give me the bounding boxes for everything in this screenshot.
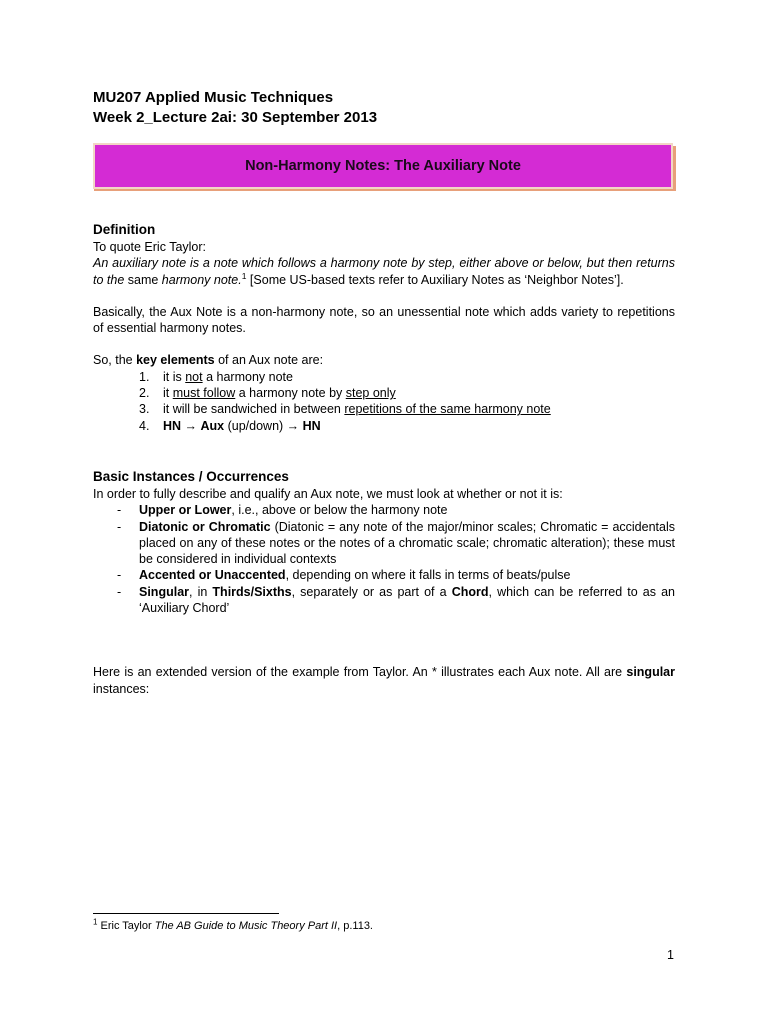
list-text: it — [163, 386, 173, 401]
list-bold: Chord — [451, 584, 489, 599]
quote-period: . — [238, 272, 242, 287]
footnote-divider — [93, 913, 279, 914]
list-text: it will be sandwiched in between — [163, 402, 345, 417]
key-elements-intro — [93, 352, 675, 368]
list-text: , which can be referred to as an ‘Auxiliary Chord’ — [139, 584, 675, 616]
title-banner — [93, 143, 675, 193]
example-paragraph — [93, 664, 675, 697]
list-text: , i.e., above or below the harmony note — [231, 503, 448, 518]
list-bold: Thirds/Sixths — [212, 584, 292, 599]
dash-mark: - — [117, 519, 122, 534]
definition-para2: Basically, the Aux Note is a non-harmony note, so an unessential note which adds variety to repetitions of essential harmony notes. — [93, 304, 675, 336]
page-number: 1 — [667, 948, 674, 962]
list-text: a harmony note by — [235, 386, 346, 401]
list-item — [139, 385, 675, 401]
footnote-page: , p.113. — [337, 920, 373, 932]
example-bold: singular — [626, 665, 675, 680]
list-underline: step only — [345, 386, 396, 401]
list-underline: repetitions of the same harmony note — [344, 402, 551, 417]
list-bold: Accented or Unaccented — [139, 568, 286, 583]
list-num: 4. — [139, 418, 150, 433]
course-title: MU207 Applied Music Techniques — [93, 89, 334, 106]
list-num: 1. — [139, 369, 150, 384]
list-text: it is — [163, 369, 186, 384]
quote-italic: An auxiliary note is a note which follows a harmony note by step, either above or below, but then returns to the — [93, 256, 675, 287]
dash-mark: - — [117, 568, 122, 583]
list-text: (Diatonic = any note of the major/minor scales; Chromatic = accidentals placed on any of these notes or the notes of a chromatic scale; chromatic alteration); these must be considered in individual contexts — [139, 519, 675, 567]
list-bold: Aux — [200, 418, 225, 433]
dash-mark: - — [117, 584, 122, 599]
list-text: (up/down) — [224, 418, 287, 433]
list-text: , separately or as part of a — [291, 584, 452, 599]
list-bold: HN — [302, 418, 321, 433]
example-tail: instances: — [93, 681, 150, 696]
footnote-number: 1 — [93, 917, 98, 927]
definition-intro: To quote Eric Taylor: — [93, 240, 207, 254]
key-elements-list — [93, 369, 675, 434]
list-bold: Diatonic or Chromatic — [139, 519, 271, 534]
banner-title: Non-Harmony Notes: The Auxiliary Note — [93, 143, 673, 189]
quote-tail: [Some US-based texts refer to Auxiliary Notes as ‘Neighbor Notes’]. — [246, 272, 624, 287]
list-text: , depending on where it falls in terms of beats/pulse — [285, 568, 571, 583]
instances-intro: In order to fully describe and qualify an Aux note, we must look at whether or not it is: — [93, 486, 563, 501]
example-text: Here is an extended version of the example from Taylor. An * illustrates each Aux note. All are — [93, 665, 627, 680]
definition-quote — [93, 255, 675, 288]
footnote-author: Eric Taylor — [97, 920, 155, 932]
key-pre: So, the — [93, 353, 137, 368]
list-underline: not — [185, 369, 203, 384]
list-item — [117, 502, 675, 518]
list-item — [117, 584, 675, 617]
list-num: 3. — [139, 402, 150, 417]
list-text: a harmony note — [202, 369, 293, 384]
list-item — [117, 519, 675, 568]
dash-mark: - — [117, 503, 122, 518]
footnote-ref: 1 — [241, 270, 247, 281]
arrow-icon: → — [181, 418, 201, 433]
list-item — [139, 369, 675, 385]
key-bold: key elements — [136, 353, 215, 368]
lecture-title: Week 2_Lecture 2ai: 30 September 2013 — [93, 109, 378, 126]
list-num: 2. — [139, 386, 150, 401]
quote-italic-2: harmony note — [161, 272, 239, 287]
quote-plain: same — [124, 272, 162, 287]
footnote — [93, 917, 373, 932]
document-page — [93, 88, 675, 697]
list-text: , in — [189, 584, 213, 599]
instances-heading: Basic Instances / Occurrences — [93, 468, 289, 484]
list-item — [139, 418, 675, 434]
list-underline: must follow — [172, 386, 236, 401]
footnote-title: The AB Guide to Music Theory Part II — [154, 920, 338, 932]
key-post: of an Aux note are: — [214, 353, 324, 368]
list-item — [139, 401, 675, 417]
list-bold: Upper or Lower — [139, 503, 232, 518]
list-item — [117, 567, 675, 583]
list-bold: HN — [163, 418, 182, 433]
definition-heading: Definition — [93, 222, 156, 237]
instances-list — [93, 502, 675, 616]
list-bold: Singular — [139, 584, 190, 599]
arrow-icon: → — [286, 418, 303, 433]
